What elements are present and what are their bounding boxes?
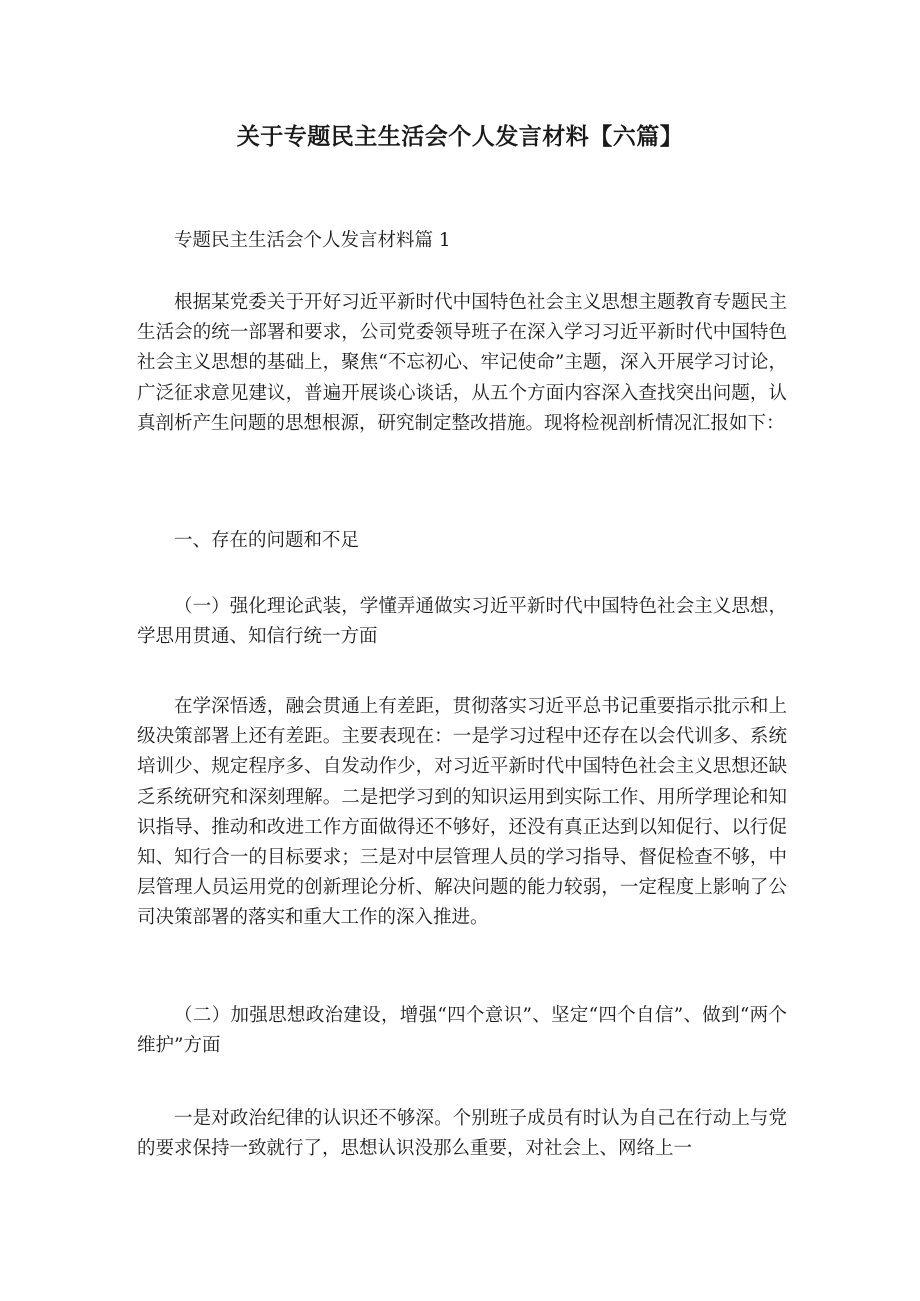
- subheading-theory: （一）强化理论武装，学懂弄通做实习近平新时代中国特色社会主义思想，学思用贯通、知信行统一方面: [137, 596, 787, 648]
- document-title: 关于专题民主生活会个人发言材料【六篇】: [236, 124, 684, 150]
- paragraph-intro: 根据某党委关于开好习近平新时代中国特色社会主义思想主题教育专题民主生活会的统一部署和要求，公司党委领导班子在深入学习习近平新时代中国特色社会主义思想的基础上，聚焦“不忘初心、牢记使命”主题，深入开展学习讨论，广泛征求意见建议，普遍开展谈心谈话，从五个方面内容深入查找突出问题，认真剖析产生问题的思想根源，研究制定整改措施。现将检视剖析情况汇报如下：: [137, 292, 787, 434]
- subheading-politics: （二）加强思想政治建设，增强“四个意识”、坚定“四个自信”、做到“两个维护”方面: [137, 1005, 787, 1057]
- paragraph-theory-details: 在学深悟透，融会贯通上有差距，贯彻落实习近平总书记重要指示批示和上级决策部署上还有差距。主要表现在：一是学习过程中还存在以会代训多、系统培训少、规定程序多、自发动作少，对习近平新时代中国特色社会主义思想还缺乏系统研究和深刻理解。二是把学习到的知识运用到实际工作、用所学理论和知识指导、推动和改进工作方面做得还不够好，还没有真正达到以知促行、以行促知、知行合一的目标要求；三是对中层管理人员的学习指导、督促检查不够，中层管理人员运用党的创新理论分析、解决问题的能力较弱，一定程度上影响了公司决策部署的落实和重大工作的深入推进。: [137, 696, 787, 929]
- section-heading: 专题民主生活会个人发言材料篇 1: [174, 230, 451, 251]
- heading-problems: 一、存在的问题和不足: [174, 530, 360, 551]
- paragraph-politics-details: 一是对政治纪律的认识还不够深。个别班子成员有时认为自己在行动上与党的要求保持一致就行了，思想认识没那么重要，对社会上、网络上一: [137, 1108, 787, 1160]
